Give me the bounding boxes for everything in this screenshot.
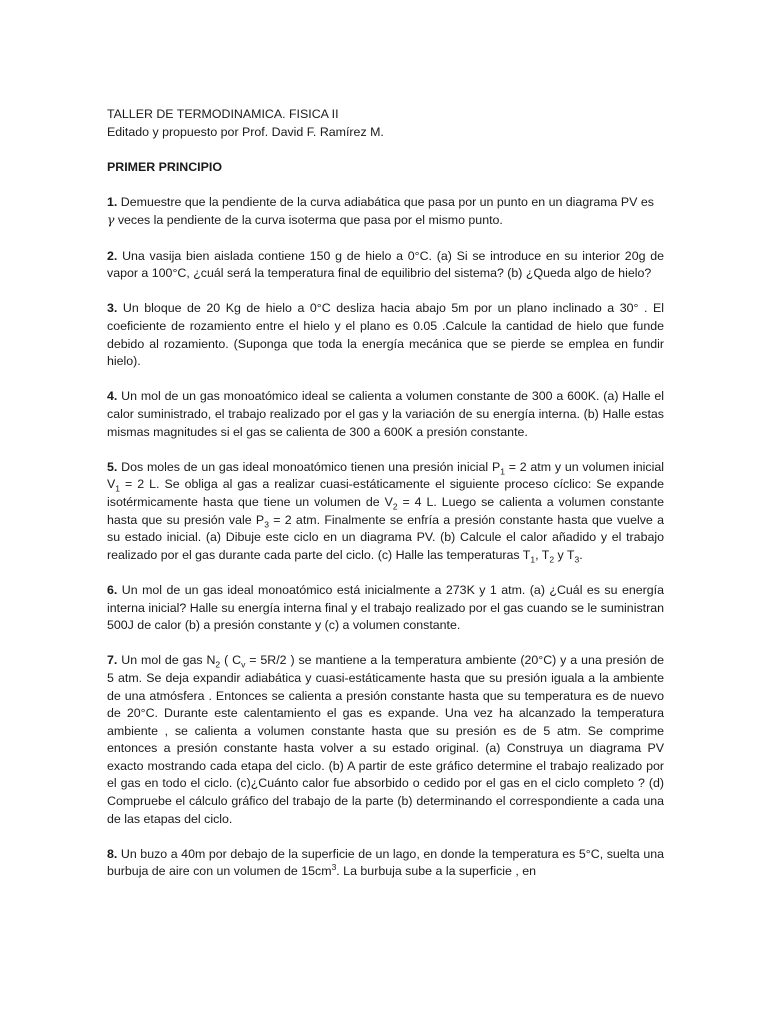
- problem-text: = 2 L. Se obliga al gas a realizar cuasi-estáticamente el siguiente proceso cíclico: Se expande isotérmicamente hasta que tiene un volumen de V: [107, 477, 664, 509]
- problem-text: Un mol de un gas ideal monoatómico está inicialmente a 273K y 1 atm. (a) ¿Cuál es su energía interna inicial? Halle su energía interna final y el trabajo realizado por el gas cuando se le suministran 500J de calor (b) a presión constante y (c) a volumen constante.: [107, 582, 664, 633]
- problem-text: Un mol de gas N: [117, 653, 216, 668]
- problem-text: Demuestre que la pendiente de la curva adiabática que pasa por un punto en un diagrama PV es: [117, 194, 654, 209]
- problem-text: .: [579, 547, 583, 562]
- subscript: 1: [500, 466, 505, 477]
- problem-text: Un buzo a 40m por debajo de la superficie de un lago, en donde la temperatura es 5°C, suelta una burbuja de aire con un volumen de 15cm: [107, 846, 664, 879]
- problem-text: Un bloque de 20 Kg de hielo a 0°C desliza hacia abajo 5m por un plano inclinado a 30° . El coeficiente de rozamiento entre el hielo y el plano es 0.05 .Calcule la cantidad de hielo que funde debido al rozamiento. (Suponga que toda la energía mecánica que se pierde se emplea en fundir hielo).: [107, 301, 664, 369]
- problem-number: 3.: [107, 301, 118, 316]
- problem-number: 4.: [107, 389, 118, 404]
- problem-5: [107, 459, 664, 565]
- subscript: 1: [530, 554, 536, 565]
- problem-4: [107, 388, 664, 441]
- problem-text: Una vasija bien aislada contiene 150 g de hielo a 0°C. (a) Si se introduce en su interior 20g de vapor a 100°C, ¿cuál será la temperatura final de equilibrio del sistema? (b) ¿Queda algo de hielo?: [107, 248, 664, 281]
- problem-text: = 2 atm y un volumen inicial V: [107, 459, 664, 492]
- problem-number: 5.: [107, 459, 118, 474]
- superscript: 3: [331, 862, 337, 873]
- problem-text: Un mol de un gas monoatómico ideal se calienta a volumen constante de 300 a 600K. (a) Halle el calor suministrado, el trabajo realizado por el gas y la variación de su energía interna. (b) Halle estas mismas magnitudes si el gas se calienta de 300 a 600K a presión constante.: [107, 389, 664, 439]
- subscript: 2: [549, 554, 555, 565]
- gamma-symbol: γ: [107, 212, 115, 228]
- problem-8: [107, 846, 664, 881]
- subscript: v: [241, 659, 246, 670]
- problem-text: Dos moles de un gas ideal monoatómico tienen una presión inicial P: [117, 459, 501, 474]
- problem-text: y T: [554, 547, 575, 562]
- problem-number: 7.: [107, 653, 118, 668]
- problem-text: = 4 L. Luego se calienta a volumen constante hasta que su presión vale P: [107, 494, 664, 527]
- problem-1: [107, 194, 664, 230]
- document-title: TALLER DE TERMODINAMICA. FISICA II: [107, 107, 339, 121]
- subscript: 3: [574, 554, 580, 565]
- problem-text: ( C: [220, 653, 242, 668]
- problem-text: , T: [535, 547, 550, 562]
- problem-text: = 2 atm. Finalmente se enfría a presión constante hasta que vuelve a su estado inicial. (a) Dibuje este ciclo en un diagrama PV. (b) Calcule el calor añadido y el trabajo realizado por el gas durante cada parte del ciclo. (c) Halle las temperaturas T: [107, 512, 664, 562]
- problem-text: veces la pendiente de la curva isoterma que pasa por el mismo punto.: [114, 213, 503, 228]
- problem-3: [107, 300, 664, 370]
- problem-number: 2.: [107, 248, 118, 263]
- subscript: 1: [115, 483, 120, 494]
- problem-text: . La burbuja sube a la superficie , en: [336, 864, 537, 879]
- problem-text: = 5R/2 ) se mantiene a la temperatura ambiente (20°C) y a una presión de 5 atm. Se deja expandir adiabática y cuasi-estáticamente hasta que su presión iguala a la ambiente de una atmósfera . Entonces se calienta a presión constante hasta que su temperatura es de nuevo de 20°C. Durante este calentamiento el gas es expande. Una vez ha alcanzado la temperatura ambiente , se calienta a volumen constante hasta que su presión es de 5 atm. Se comprime entonces a presión constante hasta volver a su estado original. (a) Construya un diagrama PV exacto mostrando cada etapa del ciclo. (b) A partir de este gráfico determine el trabajo realizado por el gas en todo el ciclo. (c)¿Cuánto calor fue absorbido o cedido por el gas en el ciclo completo ? (d) Compruebe el cálculo gráfico del trabajo de la parte (b) determinando el correspondiente a cada una de las etapas del ciclo.: [107, 653, 664, 826]
- problem-number: 6.: [107, 582, 118, 597]
- problem-2: [107, 248, 664, 283]
- problem-7: [107, 652, 664, 828]
- section-title: PRIMER PRINCIPIO: [107, 159, 222, 174]
- problem-number: 8.: [107, 846, 118, 861]
- problem-number: 1.: [107, 194, 118, 209]
- document-author: Editado y propuesto por Prof. David F. Ramírez M.: [107, 124, 384, 139]
- problem-6: [107, 582, 664, 635]
- subscript: 2: [215, 659, 221, 670]
- subscript: 2: [392, 501, 398, 512]
- subscript: 3: [264, 519, 269, 530]
